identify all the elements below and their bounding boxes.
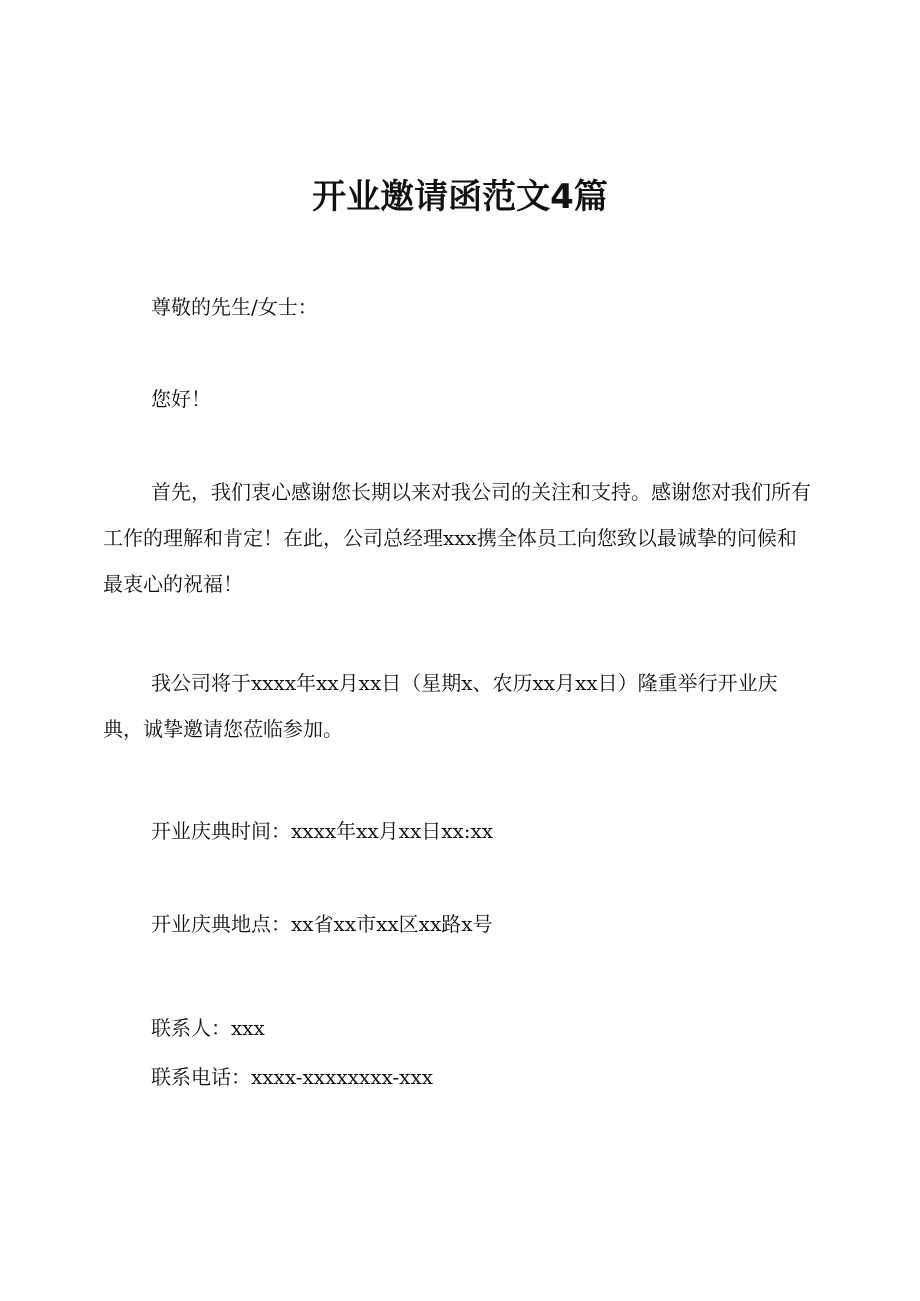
contact-phone: 联系电话：xxxx-xxxxxxxx-xxx [151,1065,434,1089]
contact-person: 联系人：xxx [151,1016,265,1040]
greeting-hello: 您好！ [151,387,211,411]
document-title: 开业邀请函范文4篇 [312,177,608,217]
body-paragraph-invitation: 我公司将于xxxx年xx月xx日（星期x、农历xx月xx日）隆重举行开业庆典，诚挚邀请您莅临参加。 [103,671,778,741]
body-paragraph-thanks: 首先，我们衷心感谢您长期以来对我公司的关注和支持。感谢您对我们所有工作的理解和肯定！在此，公司总经理xxx携全体员工向您致以最诚挚的问候和最衷心的祝福！ [103,480,811,596]
salutation: 尊敬的先生/女士： [151,295,318,319]
ceremony-place: 开业庆典地点：xx省xx市xx区xx路x号 [151,912,493,936]
ceremony-time: 开业庆典时间：xxxx年xx月xx日xx:xx [151,819,494,843]
